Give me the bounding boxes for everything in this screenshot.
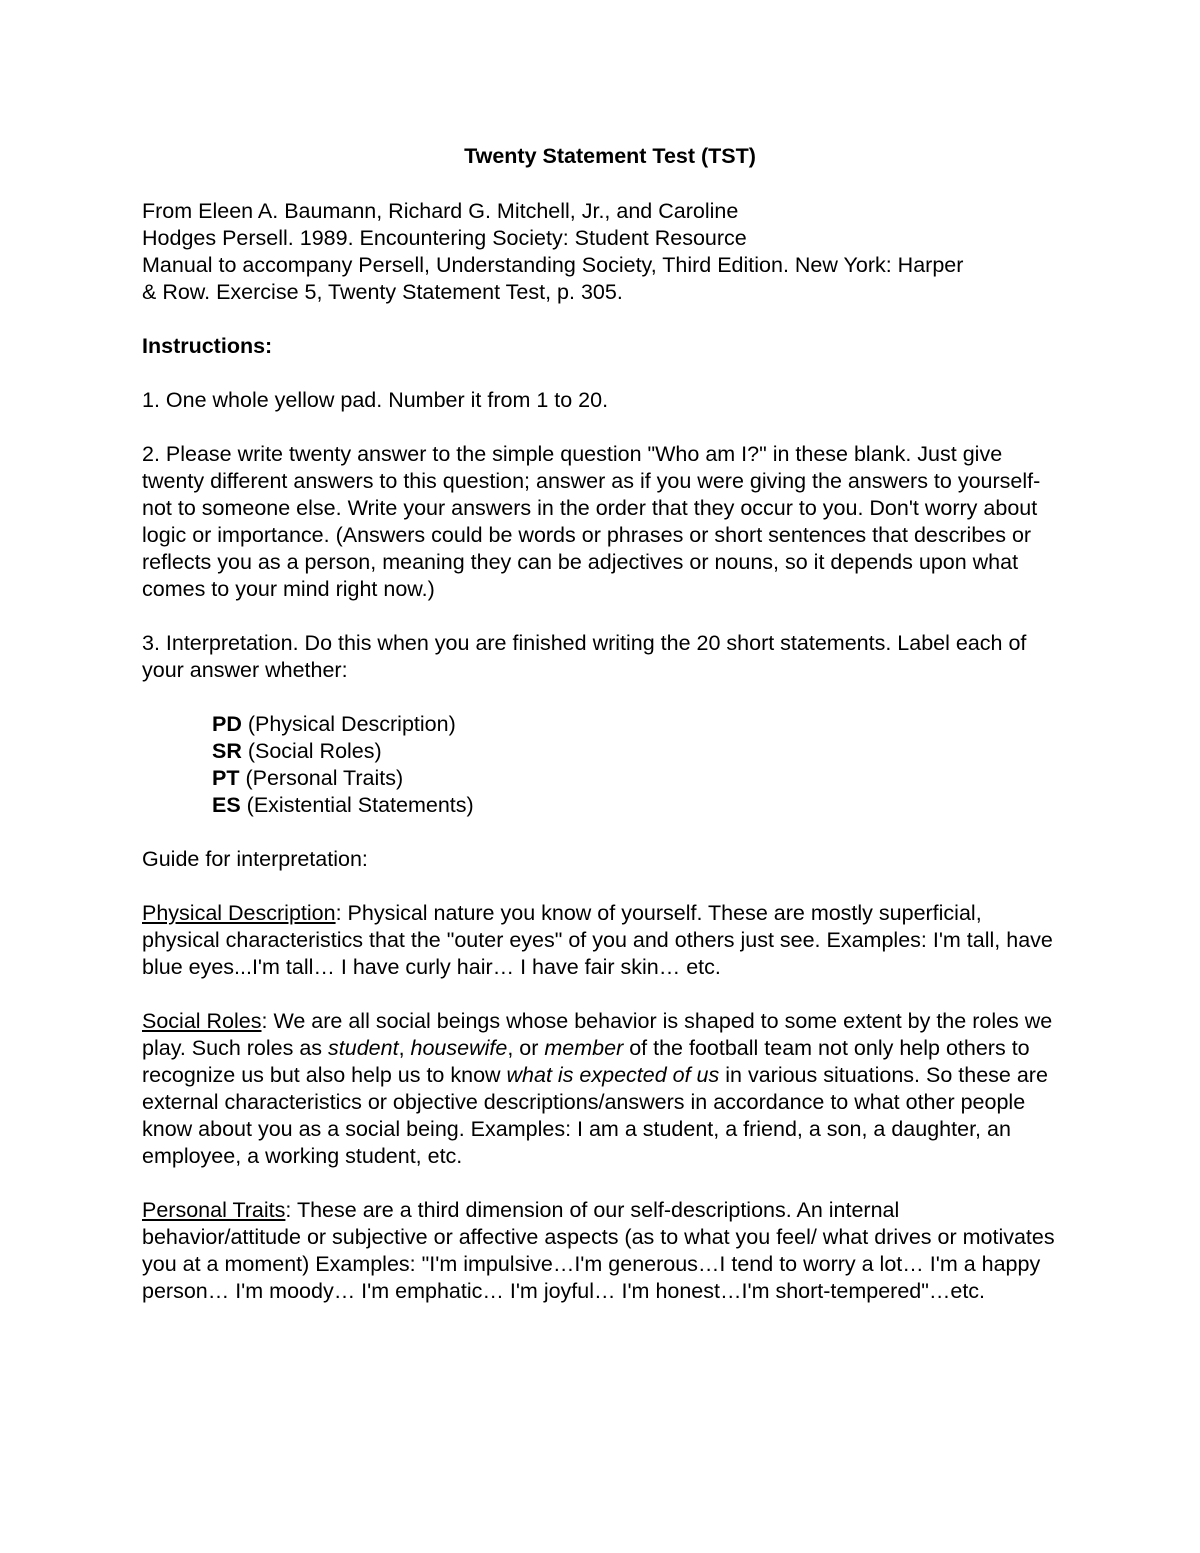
- label-description: (Existential Statements): [240, 793, 474, 817]
- guide-heading: Guide for interpretation:: [142, 847, 368, 871]
- label-list: [212, 711, 1062, 819]
- page-title: Twenty Statement Test (TST): [464, 144, 756, 168]
- instruction-step-1: 1. One whole yellow pad. Number it from 1 to 20.: [142, 388, 609, 412]
- label-item: [212, 711, 1062, 738]
- label-code: ES: [212, 793, 241, 817]
- citation-line-1: From Eleen A. Baumann, Richard G. Mitchell, Jr., and Caroline: [142, 199, 739, 223]
- emphasis-member: member: [544, 1036, 624, 1060]
- emphasis-student: student: [328, 1036, 399, 1060]
- social-roles-text: of the football team not only help others to recognize us but also help us to know: [142, 1036, 1030, 1087]
- citation-line-3: Manual to accompany Persell, Understanding Society, Third Edition. New York: Harper: [142, 253, 964, 277]
- label-code: PT: [212, 766, 240, 790]
- label-code: SR: [212, 739, 242, 763]
- label-description: (Personal Traits): [239, 766, 404, 790]
- social-roles-text: , or: [507, 1036, 545, 1060]
- label-description: (Physical Description): [241, 712, 456, 736]
- document-body: [142, 143, 1062, 1332]
- physical-description-term: Physical Description: [142, 901, 336, 925]
- instruction-step-2: 2. Please write twenty answer to the simple question "Who am I?" in these blank. Just give twenty different answers to this question; answer as if you were giving the answers to yourself- not to someone else. Write your answers in the order that they occur to you. Don't worry about logic or importance. (Answers could be words or phrases or short sentences that describes or reflects you as a person, meaning they can be adjectives or nouns, so it depends upon what comes to your mind right now.): [142, 442, 1041, 601]
- label-item: [212, 792, 1062, 819]
- personal-traits-paragraph: [142, 1197, 1062, 1305]
- label-item: [212, 738, 1062, 765]
- social-roles-text: in various situations. So these are external characteristics or objective descriptions/answers in accordance to what other people know about you as a social being. Examples: I am a student, a friend, a son, a daughter, an employee, a working student, etc.: [142, 1063, 1048, 1168]
- citation: [142, 198, 1062, 306]
- emphasis-expected: what is expected of us: [506, 1063, 720, 1087]
- personal-traits-text: : These are a third dimension of our self-descriptions. An internal behavior/attitude or subjective or affective aspects (as to what you feel/ what drives or motivates you at a moment) Examples: "I'm impulsive…I'm generous…I tend to worry a lot… I'm a happy person… I'm moody… I'm emphatic… I'm joyful… I'm honest…I'm short-tempered"…etc.: [142, 1198, 1055, 1303]
- label-item: [212, 765, 1062, 792]
- citation-line-4: & Row. Exercise 5, Twenty Statement Test, p. 305.: [142, 280, 623, 304]
- label-code: PD: [212, 712, 242, 736]
- physical-description-paragraph: [142, 900, 1062, 981]
- citation-line-2: Hodges Persell. 1989. Encountering Society: Student Resource: [142, 226, 747, 250]
- physical-description-text: : Physical nature you know of yourself. These are mostly superficial, physical characteristics that the "outer eyes" of you and others just see. Examples: I'm tall, have blue eyes...I'm tall… I have curly hair… I have fair skin… etc.: [142, 901, 1053, 979]
- instruction-step-3: 3. Interpretation. Do this when you are finished writing the 20 short statements. Label each of your answer whether:: [142, 631, 1027, 682]
- personal-traits-term: Personal Traits: [142, 1198, 286, 1222]
- social-roles-text: : We are all social beings whose behavior is shaped to some extent by the roles we play. Such roles as: [142, 1009, 1053, 1060]
- social-roles-term: Social Roles: [142, 1009, 262, 1033]
- instructions-heading: Instructions:: [142, 334, 273, 358]
- social-roles-text: ,: [398, 1036, 411, 1060]
- label-description: (Social Roles): [241, 739, 382, 763]
- social-roles-paragraph: [142, 1008, 1062, 1170]
- emphasis-housewife: housewife: [410, 1036, 508, 1060]
